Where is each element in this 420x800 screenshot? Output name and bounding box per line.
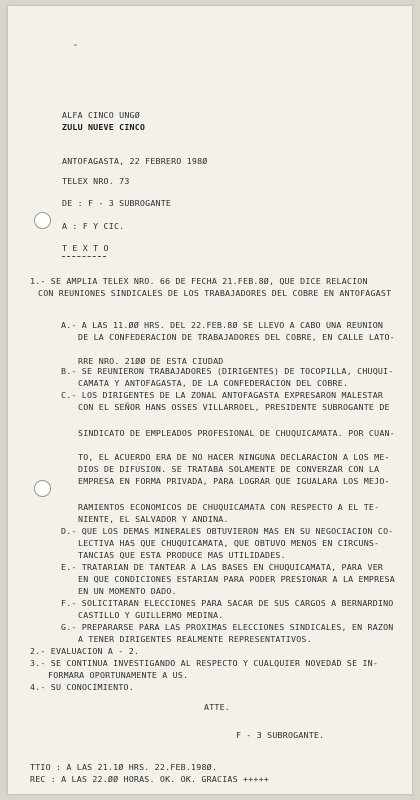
- body-line: 1.- SE AMPLIA TELEX NRO. 66 DE FECHA 21.FEB.8Ø, QUE DICE RELACION: [30, 276, 368, 286]
- body-line: E.- TRATARIAN DE TANTEAR A LAS BASES EN CHUQUICAMATA, PARA VER: [61, 562, 384, 572]
- body-line: LECTIVA HAS QUE CHUQUICAMATA, QUE OBTUVO MENOS EN CIRCUNS-: [78, 538, 380, 548]
- body-line: RRE NRO. 21ØØ DE ESTA CIUDAD: [78, 356, 224, 366]
- body-line: B.- SE REUNIERON TRABAJADORES (DIRIGENTES) DE TOCOPILLA, CHUQUI-: [61, 366, 394, 376]
- sender: DE : F - 3 SUBROGANTE: [62, 198, 172, 208]
- body-line: 3.- SE CONTINUA INVESTIGANDO AL RESPECTO Y CUALQUIER NOVEDAD SE IN-: [30, 658, 379, 668]
- heading-underline: [62, 256, 106, 257]
- body-line: FORMARA OPORTUNAMENTE A US.: [48, 670, 189, 680]
- body-line: A TENER DIRIGENTES REALMENTE REPRESENTATIVOS.: [78, 634, 312, 644]
- punch-hole: [34, 480, 51, 497]
- body-line: CAMATA Y ANTOFAGASTA, DE LA CONFEDERACION DEL COBRE.: [78, 378, 349, 388]
- body-line: 4.- SU CONOCIMIENTO.: [30, 682, 134, 692]
- body-line: RAMIENTOS ECONOMICOS DE CHUQUICAMATA CON RESPECTO A EL TE-: [78, 502, 380, 512]
- closing: ATTE.: [204, 702, 230, 712]
- body-line: F.- SOLICITARAN ELECCIONES PARA SACAR DE SUS CARGOS A BERNARDINO: [61, 598, 394, 608]
- body-line: TO, EL ACUERDO ERA DE NO HACER NINGUNA DECLARACION A LOS ME-: [78, 452, 390, 462]
- body-line: EN QUE CONDICIONES ESTARIAN PARA PODER PRESIONAR A LA EMPRESA: [78, 574, 395, 584]
- body-line: CASTILLO Y GUILLERMO MEDINA.: [78, 610, 224, 620]
- body-line: SINDICATO DE EMPLEADOS PROFESIONAL DE CHUQUICAMATA. POR CUAN-: [78, 428, 395, 438]
- texto-heading: T E X T O: [62, 243, 109, 253]
- recipient: A : F Y CIC.: [62, 221, 125, 231]
- body-line: DIOS DE DIFUSION. SE TRATABA SOLAMENTE DE CONVERZAR CON LA: [78, 464, 380, 474]
- header-line-2: ZULU NUEVE CINCO: [62, 122, 146, 132]
- corner-mark: -: [72, 38, 79, 51]
- reception-line: REC : A LAS 22.ØØ HORAS. OK. OK. GRACIAS +++++: [30, 774, 269, 784]
- signature: F - 3 SUBROGANTE.: [236, 730, 325, 740]
- place-date: ANTOFAGASTA, 22 FEBRERO 198Ø: [62, 156, 208, 166]
- body-line: CON REUNIONES SINDICALES DE LOS TRABAJADORES DEL COBRE EN ANTOFAGAST: [38, 288, 392, 298]
- telex-number: TELEX NRO. 73: [62, 176, 130, 186]
- body-line: TANCIAS QUE ESTA PRODUCE MAS UTILIDADES.: [78, 550, 286, 560]
- body-line: DE LA CONFEDERACION DE TRABAJADORES DEL COBRE, EN CALLE LATO-: [78, 332, 395, 342]
- body-line: C.- LOS DIRIGENTES DE LA ZONAL ANTOFAGASTA EXPRESARON MALESTAR: [61, 390, 384, 400]
- body-line: G.- PREPARARSE PARA LAS PROXIMAS ELECCIONES SINDICALES, EN RAZON: [61, 622, 394, 632]
- punch-hole: [34, 212, 51, 229]
- body-line: CON EL SEÑOR HANS OSSES VILLARROEL, PRESIDENTE SUBROGANTE DE: [78, 402, 390, 412]
- body-line: NIENTE, EL SALVADOR Y ANDINA.: [78, 514, 229, 524]
- telex-page: [8, 6, 412, 794]
- body-line: EN UN MOMENTO DADO.: [78, 586, 177, 596]
- body-line: 2.- EVALUACION A - 2.: [30, 646, 140, 656]
- body-line: EMPRESA EN FORMA PRIVADA, PARA LOGRAR QUE IGUALARA LOS MEJO-: [78, 476, 390, 486]
- body-line: D.- QUE LOS DEMAS MINERALES OBTUVIERON MAS EN SU NEGOCIACION CO-: [61, 526, 394, 536]
- body-line: A.- A LAS 11.ØØ HRS. DEL 22.FEB.8Ø SE LLEVO A CABO UNA REUNION: [61, 320, 384, 330]
- header-line-1: ALFA CINCO UNGØ: [62, 110, 140, 120]
- transmission-line: TTIO : A LAS 21.1Ø HRS. 22.FEB.198Ø.: [30, 762, 218, 772]
